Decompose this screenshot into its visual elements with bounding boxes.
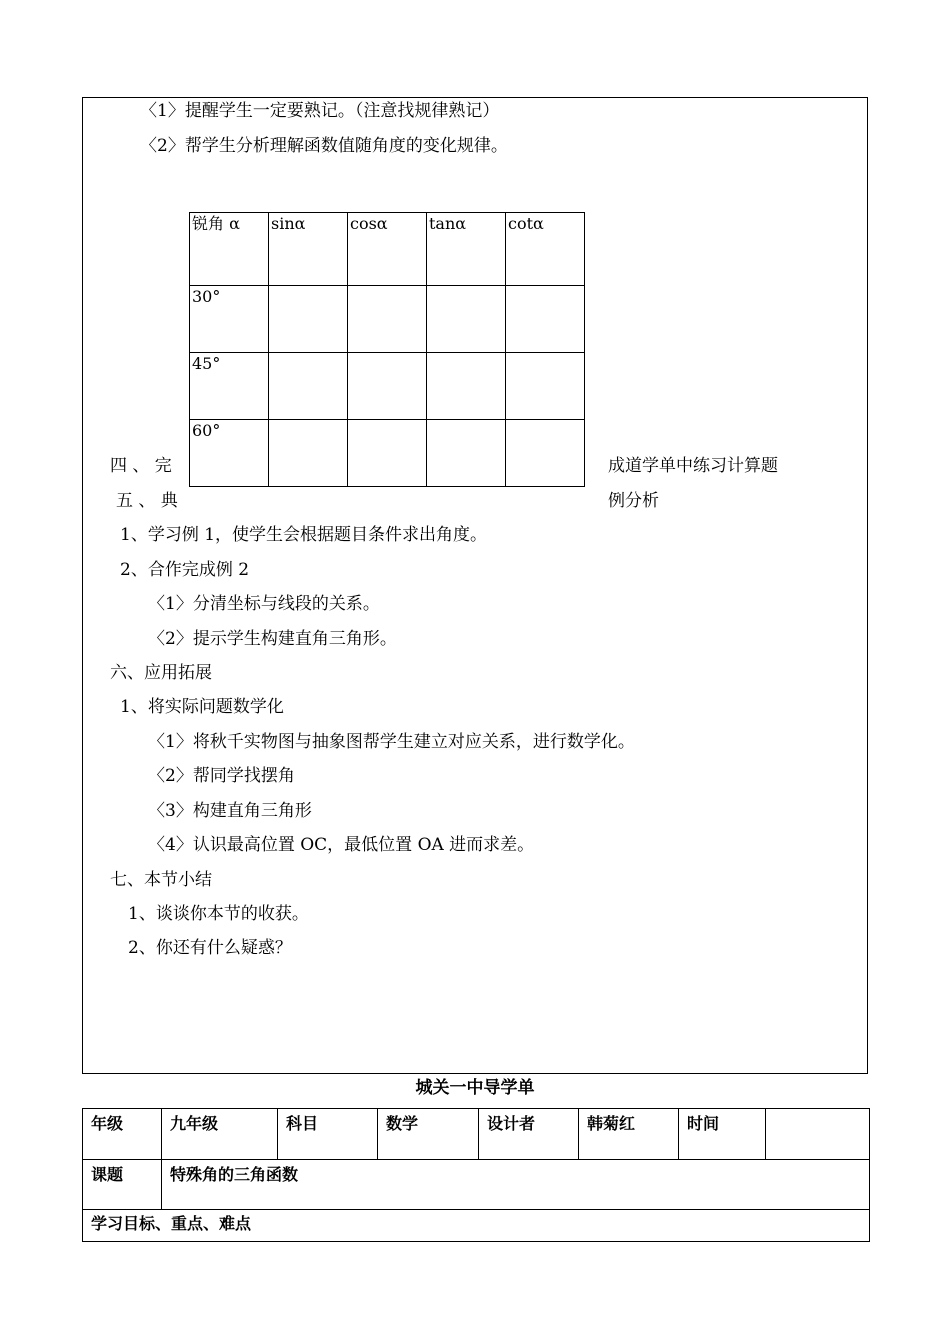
table-cell: 30° (190, 286, 269, 353)
item-1: 1、学习例 1，使学生会根据题目条件求出角度。 (120, 525, 488, 545)
subject-value: 数学 (378, 1109, 479, 1160)
analyze-hint: 〈2〉帮学生分析理解函数值随角度的变化规律。 (140, 136, 508, 156)
table-cell (506, 286, 585, 353)
item-2-1: 〈1〉分清坐标与线段的关系。 (148, 594, 380, 614)
time-value (766, 1109, 870, 1160)
trig-values-table (189, 212, 585, 487)
table-cell: 45° (190, 353, 269, 420)
section-4-left: 四 、 完 (110, 456, 172, 476)
table-cell (348, 420, 427, 487)
item-6-1-2: 〈2〉帮同学找摆角 (148, 766, 295, 786)
table-cell (506, 353, 585, 420)
item-7-2: 2、你还有什么疑惑？ (128, 938, 292, 958)
section-5-left: 五 、 典 (116, 491, 178, 511)
table-cell (269, 353, 348, 420)
table-header-cell: cosα (348, 213, 427, 286)
table-cell: 60° (190, 420, 269, 487)
section-5-right: 例分析 (608, 491, 659, 511)
designer-value: 韩菊红 (579, 1109, 679, 1160)
table-header-cell: 锐角 α (190, 213, 269, 286)
table-cell (348, 286, 427, 353)
lesson-info-table (82, 1108, 870, 1242)
table-cell (269, 420, 348, 487)
section-7-heading: 七、本节小结 (110, 870, 212, 890)
item-2: 2、合作完成例 2 (120, 560, 250, 580)
item-6-1: 1、将实际问题数学化 (120, 697, 284, 717)
item-6-1-1: 〈1〉将秋千实物图与抽象图帮学生建立对应关系，进行数学化。 (148, 732, 635, 752)
table-cell (348, 353, 427, 420)
item-6-1-3: 〈3〉构建直角三角形 (148, 801, 312, 821)
section-4-right: 成道学单中练习计算题 (608, 456, 778, 476)
school-title: 城关一中导学单 (415, 1078, 535, 1098)
time-label: 时间 (679, 1109, 766, 1160)
item-6-1-4: 〈4〉认识最高位置 OC，最低位置 OA 进而求差。 (148, 835, 535, 855)
memorize-hint: 〈1〉提醒学生一定要熟记。（注意找规律熟记） (140, 101, 500, 121)
item-2-2: 〈2〉提示学生构建直角三角形。 (148, 629, 397, 649)
table-cell (427, 286, 506, 353)
item-7-1: 1、谈谈你本节的收获。 (128, 904, 309, 924)
designer-label: 设计者 (479, 1109, 579, 1160)
topic-label: 课题 (83, 1160, 162, 1210)
grade-value: 九年级 (162, 1109, 278, 1160)
table-header-cell: sinα (269, 213, 348, 286)
table-cell (269, 286, 348, 353)
grade-label: 年级 (83, 1109, 162, 1160)
table-cell (506, 420, 585, 487)
goals-label: 学习目标、重点、难点 (83, 1210, 870, 1242)
table-header-cell: cotα (506, 213, 585, 286)
table-header-cell: tanα (427, 213, 506, 286)
subject-label: 科目 (278, 1109, 378, 1160)
section-6-heading: 六、应用拓展 (110, 663, 212, 683)
topic-value: 特殊角的三角函数 (162, 1160, 870, 1210)
table-cell (427, 353, 506, 420)
table-cell (427, 420, 506, 487)
